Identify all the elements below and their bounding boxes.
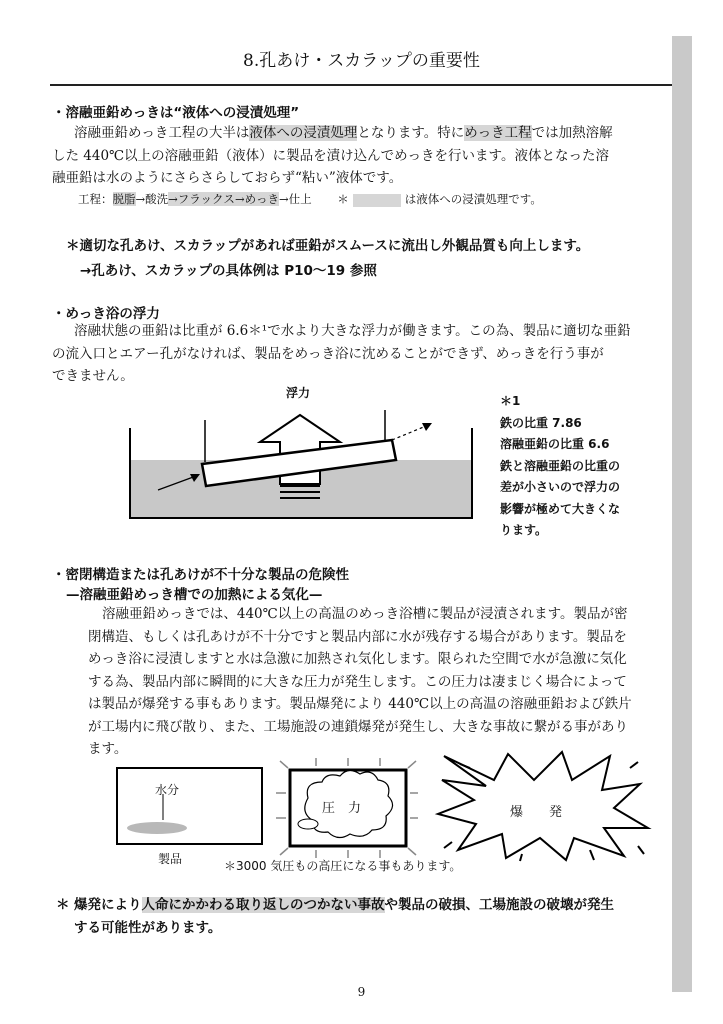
warning-mark: ＊ [56,897,70,913]
highlight-plating: めっき工程 [464,125,532,141]
page-number: 9 [357,985,366,999]
section1-line-3: 融亜鉛は水のようにさらさらしておらず“粘い”液体です。 [52,170,403,186]
water-label: 水分 [155,783,180,797]
pressure-footnote: ＊3000 気圧もの高圧になる事もあります。 [224,859,462,873]
callout-line-1: ＊適切な孔あけ、スカラップがあれば亜鉛がスムースに流出し外観品質も向上します。 [66,238,590,254]
water-puddle [127,822,187,834]
section2-heading: ・めっき浴の浮力 [52,306,160,322]
warning-line-1: 爆発により人命にかかわる取り返しのつかない事故や製品の破損、工場施設の破壊が発生 [74,897,614,913]
highlight-immersion: 液体への浸漬処理 [249,125,358,141]
section3-subheading: —溶融亜鉛めっき槽での加熱による気化— [66,587,323,603]
buoyancy-figure [120,380,490,520]
section3-heading: ・密閉構造または孔あけが不十分な製品の危険性 [52,567,349,583]
section1-paragraph [52,122,667,190]
product-label: 製品 [158,852,183,866]
section2-paragraph: 溶融状態の亜鉛は比重が 6.6＊¹で水より大きな浮力が働きます。この為、製品に適切な亜鉛 の流入口とエアー孔がなければ、製品をめっき浴に沈めることができず、めっきを行う事が できません。 [52,323,631,384]
specific-gravity-note: ＊1 鉄の比重 7.86 溶融亜鉛の比重 6.6 鉄と溶融亜鉛の比重の 差が小さいので浮力の 影響が極めて大きくな ります。 [500,394,621,537]
section3-paragraph: 溶融亜鉛めっきでは、440℃以上の高温のめっき浴槽に製品が浸漬されます。製品が密 閉構造、もしくは孔あけが不十分ですと製品内部に水が残存する場合があります。製品を めっき浴に浸漬しますと水は急激に加熱され気化します。限られた空間で水が急激に気化 する為、製品内部に瞬間的に大きな圧力が発生します。この圧力は凄まじく場合によって は製品が爆発する事もあります。製品爆発により 440℃以上の高温の溶融亜鉛および鉄片 が工場内に飛び散り、また、工場施設の連鎖爆発が発生し、大きな事故に繋がる事があり ます。 [88,606,632,757]
explosion-label: 爆 発 [510,805,563,820]
title-rule [50,84,672,86]
warning-highlight: 人命にかかわる取り返しのつかない事故 [141,897,385,913]
buoyancy-label: 浮力 [286,386,311,400]
warning-line-2: する可能性があります。 [74,920,222,936]
side-bar [672,36,692,992]
air-arrow-icon [422,423,432,431]
page-title: 8.孔あけ・スカラップの重要性 [243,51,480,71]
section1-heading: ・溶融亜鉛めっきは“液体への浸漬処理” [52,105,300,121]
section1-line-2: した 440℃以上の溶融亜鉛（液体）に製品を漬け込んでめっきを行います。液体となった溶 [52,147,609,164]
process-line: 工程：脱脂→酸洗→フラックス→めっき→仕上 ＊ は液体への浸漬処理です。 [78,192,542,206]
product-water-figure [115,766,265,848]
section1-line-1: 溶融亜鉛めっき工程の大半は液体への浸漬処理となります。特にめっき工程では加熱溶解 [74,125,613,141]
highlight-swatch [353,194,401,207]
callout-line-2: →孔あけ、スカラップの具体例は P10～19 参照 [80,263,377,279]
pressure-label: 圧 力 [322,801,362,816]
